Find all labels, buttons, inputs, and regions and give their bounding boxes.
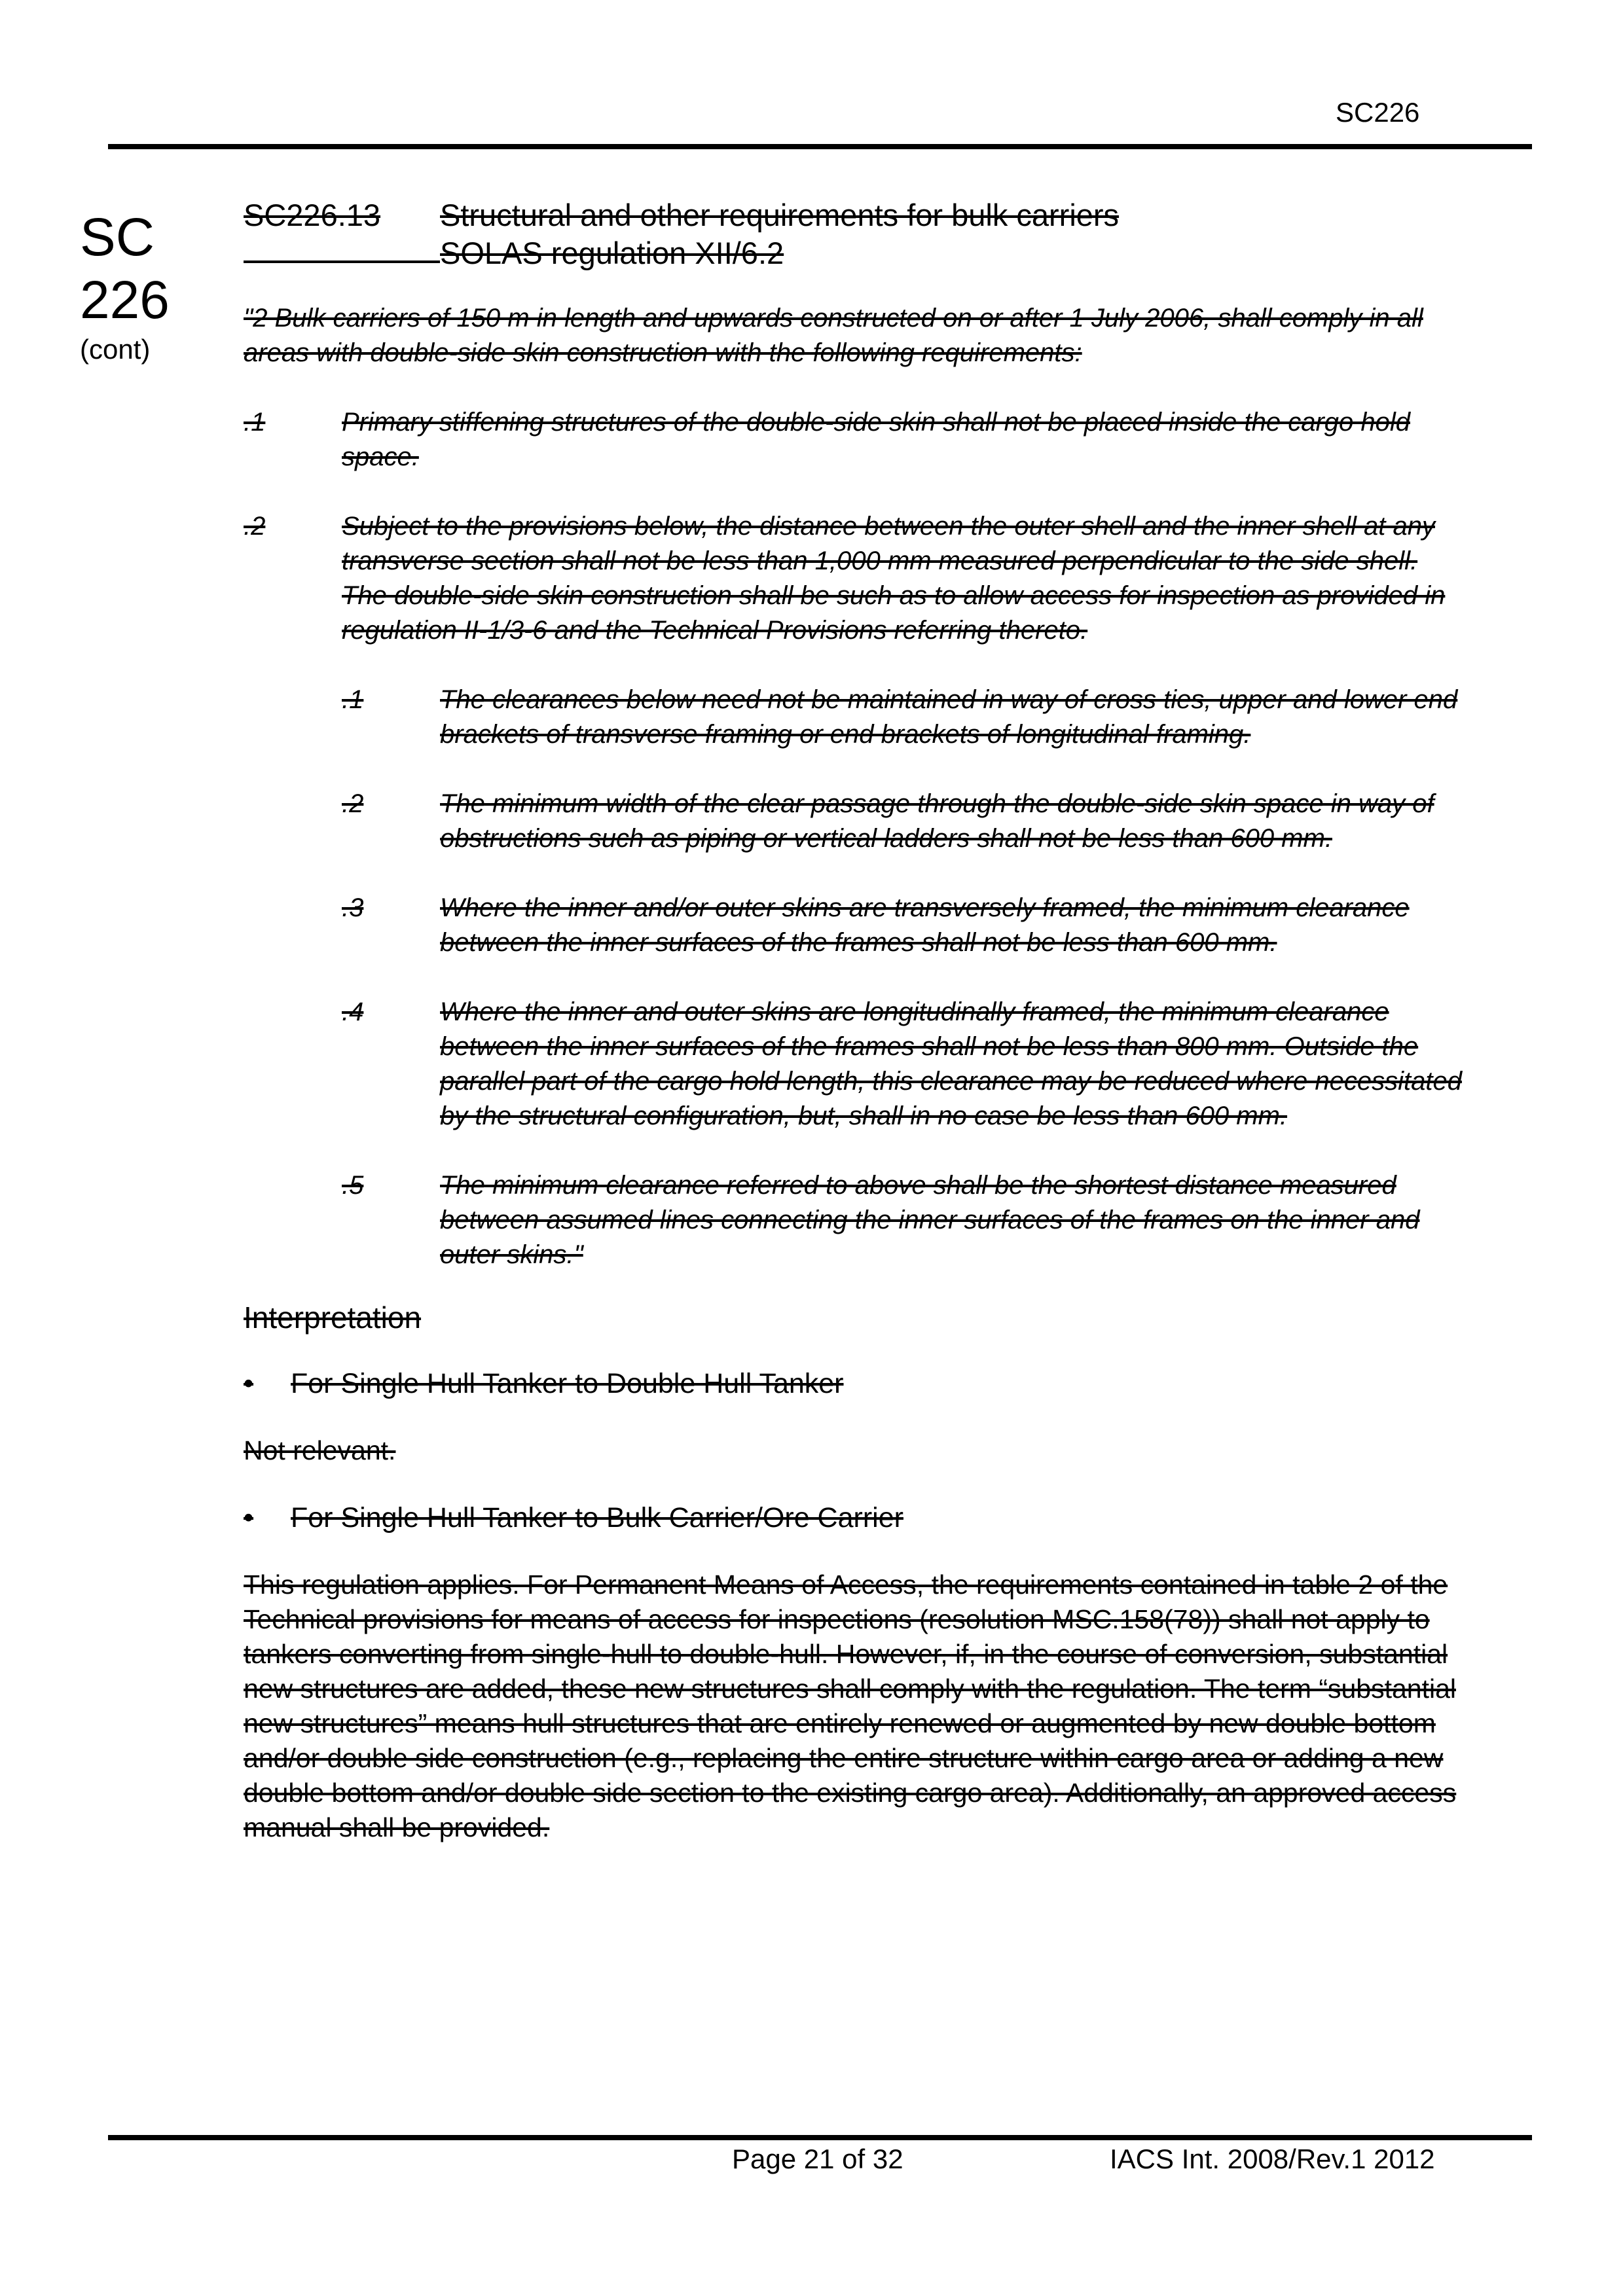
item-label: .2 <box>244 512 266 541</box>
section-title-row2 <box>244 234 1468 272</box>
subitem-label: .1 <box>342 685 364 714</box>
page-number: Page 21 of 32 <box>732 2144 903 2174</box>
list-subitem <box>342 891 1468 960</box>
footer-rule <box>108 2135 1532 2140</box>
subitem-text: The minimum clearance referred to above shall be the shortest distance measured between assumed lines connecting the inner surfaces of the frames on the inner and outer skins." <box>440 1171 1420 1269</box>
sidebar-number: 226 <box>80 270 170 330</box>
list-item <box>244 405 1468 475</box>
bullet-paragraph: Not relevant. <box>244 1435 396 1465</box>
interpretation-heading: Interpretation <box>244 1300 422 1335</box>
bullet-paragraph: This regulation applies. For Permanent Means of Access, the requirements contained in table 2 of the Technical provisions for means of access for inspections (resolution MSC.158(78)) shall not apply to tankers converting from single-hull to double-hull. However, if, in the course of conversion, substantial new structures are added, these new structures shall comply with the regulation. The term “substantial new structures” means hull structures that are entirely renewed or augmented by new double bottom and/or double side construction (e.g., replacing the entire structure within cargo area or adding a new double bottom and/or double side section to the existing cargo area). Additionally, an approved access manual shall be provided. <box>244 1570 1457 1842</box>
bullet-icon: • <box>244 1502 254 1534</box>
subitem-text: Where the inner and outer skins are longitudinally framed, the minimum clearance between the inner surfaces of the frames shall not be less than 800 mm. Outside the parallel part of the cargo hold length, this clearance may be reduced where necessitated by the structural configuration, but, shall in no case be less than 600 mm. <box>440 997 1462 1130</box>
list-subitem <box>342 787 1468 856</box>
title-indent-rule <box>244 234 440 263</box>
list-subitem <box>342 1168 1468 1272</box>
regulation-intro: "2 Bulk carriers of 150 m in length and upwards constructed on or after 1 July 2006, shall comply in all areas with double-side skin construction with the following requirements: <box>244 304 1423 367</box>
document-body <box>244 196 1468 1845</box>
bullet-text: For Single Hull Tanker to Bulk Carrier/Ore Carrier <box>291 1502 903 1534</box>
bullet-text: For Single Hull Tanker to Double Hull Tanker <box>291 1368 844 1399</box>
subitem-label: .2 <box>342 789 364 818</box>
subitem-label: .4 <box>342 997 364 1026</box>
section-number: SC226.13 <box>244 198 381 232</box>
section-title <box>244 196 1468 234</box>
header-rule <box>108 144 1532 149</box>
list-subitem <box>342 683 1468 752</box>
sidebar-cont: (cont) <box>80 334 151 365</box>
item-label: .1 <box>244 408 266 437</box>
list-subitem <box>342 995 1468 1134</box>
bullet-item <box>244 1499 1468 1536</box>
section-title-line1: Structural and other requirements for bulk carriers <box>440 198 1120 232</box>
section-title-line2: SOLAS regulation XII/6.2 <box>440 236 784 270</box>
subitem-text: Where the inner and/or outer skins are transversely framed, the minimum clearance between the inner surfaces of the frames shall not be less than 600 mm. <box>440 893 1410 957</box>
bullet-item <box>244 1365 1468 1402</box>
subitem-label: .3 <box>342 893 364 922</box>
item-text: Primary stiffening structures of the double-side skin shall not be placed inside the cargo hold space. <box>342 408 1411 471</box>
sidebar-sc: SC <box>80 207 155 267</box>
document-reference: IACS Int. 2008/Rev.1 2012 <box>1110 2144 1435 2174</box>
subitem-text: The clearances below need not be maintained in way of cross ties, upper and lower end brackets of transverse framing or end brackets of longitudinal framing. <box>440 685 1458 749</box>
header-code: SC226 <box>1336 97 1420 128</box>
subitem-label: .5 <box>342 1171 364 1200</box>
subitem-text: The minimum width of the clear passage through the double-side skin space in way of obstructions such as piping or vertical ladders shall not be less than 600 mm. <box>440 789 1434 853</box>
list-item <box>244 509 1468 648</box>
sidebar-sc-label <box>80 206 170 332</box>
item-text: Subject to the provisions below, the distance between the outer shell and the inner shell at any transverse section shall not be less than 1,000 mm measured perpendicular to the side shell. The double-side skin construction shall be such as to allow access for inspection as provided in regulation II-1/3-6 and the Technical Provisions referring thereto. <box>342 512 1446 645</box>
bullet-icon: • <box>244 1368 254 1399</box>
